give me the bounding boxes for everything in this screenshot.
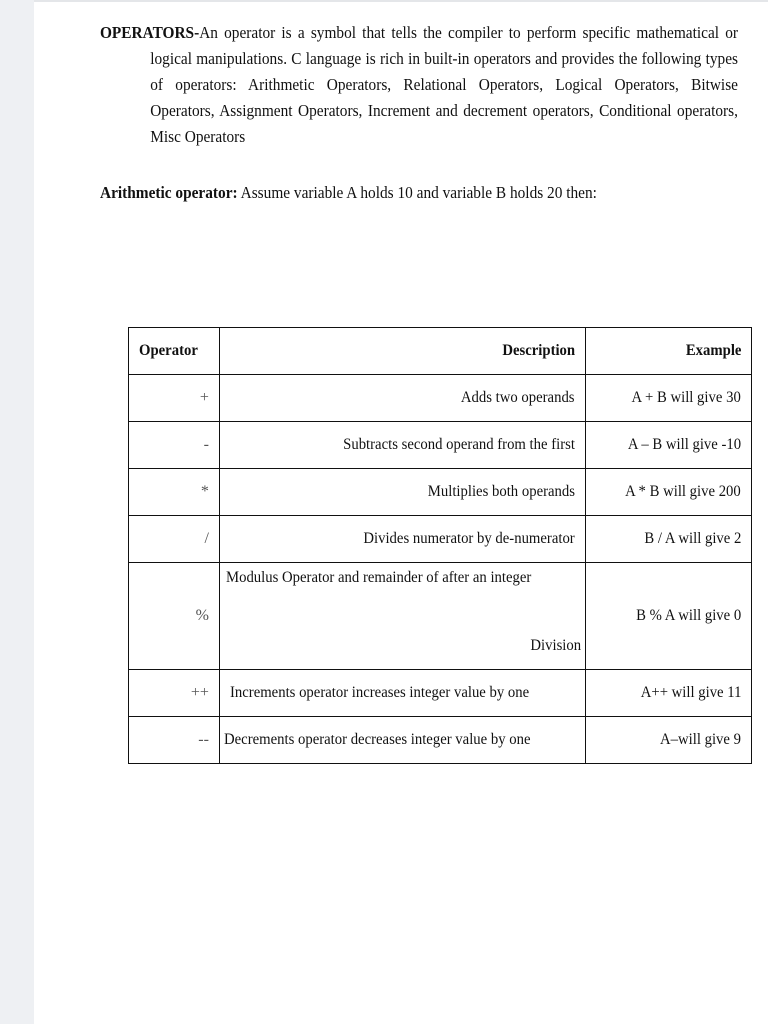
example-cell: A–will give 9 [585, 717, 751, 764]
arithmetic-lead: Arithmetic operator: [100, 183, 238, 202]
description-cell: Divides numerator by de-numerator [219, 516, 585, 563]
intro-text: An operator is a symbol that tells the compiler to perform specific mathematical or logical manipulations. C language is rich in built-in operators and provides the following types of operators: Arithmetic Operators, Relational Operators, Logical Operators, Bitwise Operators, Assignment Operators, Increment and decrement operators, Conditional operators, Misc Operators [150, 23, 738, 146]
example-cell: B % A will give 0 [585, 563, 751, 670]
operator-cell: -- [129, 717, 220, 764]
header-example: Example [585, 328, 751, 375]
description-cell: Adds two operands [219, 375, 585, 422]
description-line-1: Modulus Operator and remainder of after an integer [225, 569, 532, 586]
arithmetic-intro [100, 180, 597, 206]
table-row [129, 516, 752, 563]
intro-lead: OPERATORS- [100, 23, 200, 42]
operator-cell: - [129, 422, 220, 469]
description-cell: Multiplies both operands [219, 469, 585, 516]
table-row [129, 422, 752, 469]
arithmetic-operators-table [128, 327, 752, 764]
table-row [129, 469, 752, 516]
intro-paragraph [100, 20, 738, 150]
operator-cell: / [129, 516, 220, 563]
table-row [129, 670, 752, 717]
example-cell: A * B will give 200 [585, 469, 751, 516]
viewer-left-margin [0, 0, 34, 1024]
operator-cell: ++ [129, 670, 220, 717]
example-cell: B / A will give 2 [585, 516, 751, 563]
description-cell: Subtracts second operand from the first [219, 422, 585, 469]
header-description: Description [219, 328, 585, 375]
header-operator: Operator [129, 328, 220, 375]
operators-intro [100, 20, 738, 150]
table-row [129, 717, 752, 764]
table-row [129, 375, 752, 422]
description-cell: Decrements operator decreases integer value by one [219, 717, 585, 764]
table-row [129, 563, 752, 670]
example-cell: A++ will give 11 [585, 670, 751, 717]
arithmetic-text: Assume variable A holds 10 and variable B holds 20 then: [237, 183, 597, 202]
description-cell: Increments operator increases integer value by one [219, 670, 585, 717]
table-header-row [129, 328, 752, 375]
operator-cell: * [129, 469, 220, 516]
example-cell: A – B will give -10 [585, 422, 751, 469]
operator-cell: + [129, 375, 220, 422]
description-cell [219, 563, 585, 670]
description-line-2: Division [529, 637, 581, 654]
example-cell: A + B will give 30 [585, 375, 751, 422]
operator-cell: % [129, 563, 220, 670]
